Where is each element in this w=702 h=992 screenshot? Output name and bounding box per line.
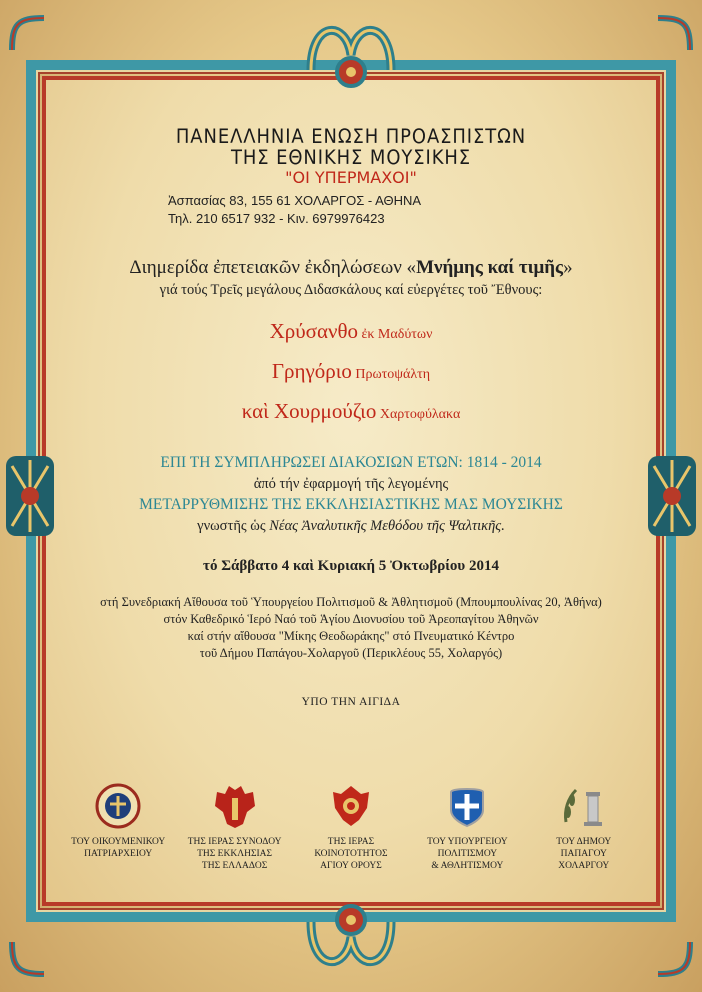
intro-bold: Μνήμης καί τιμῆς (416, 257, 564, 278)
celtic-knot-top-icon (301, 0, 401, 100)
teacher-name (60, 356, 642, 390)
anniversary-line: ἀπό τήν ἐφαρμογή τῆς λεγομένης (253, 476, 449, 492)
teacher-main-name: Χρύσανθο (269, 319, 358, 343)
org-address: Ἀσπασίας 83, 155 61 ΧΟΛΑΡΓΟΣ - ΑΘΗΝΑ (168, 193, 422, 208)
sponsor-text: ΤΟΥ ΔΗΜΟΥ (556, 837, 612, 847)
sponsor-text: ΚΟΙΝΟΤΟΤΗΤΟΣ (314, 849, 388, 859)
anniversary-heading: ΕΠΙ ΤΗ ΣΥΜΠΛΗΡΩΣΕΙ ΔΙΑΚΟΣΙΩΝ ΕΤΩΝ: 1814 - 2014 (160, 454, 542, 471)
teacher-main-name: Χουρμούζιο (274, 399, 377, 423)
sponsor-text: ΤΟΥ ΥΠΟΥΡΓΕΙΟΥ (427, 837, 508, 847)
venue-line: τοῦ Δήμου Παπάγου-Χολαργοῦ (Περικλέους 55, Χολαργός) (199, 646, 503, 660)
venue-line: καί στήν αἴθουσα "Μίκης Θεοδωράκης" στό Πνευματικό Κέντρο (187, 629, 515, 643)
org-title-line1: ΠΑΝΕΛΛΗΝΙΑ ΕΝΩΣΗ ΠΡΟΑΣΠΙΣΤΩΝ (175, 125, 527, 148)
sponsor-patriarchate (63, 782, 173, 872)
teacher-name (60, 316, 642, 350)
method-line (60, 516, 642, 536)
invitation-content (60, 90, 642, 708)
sponsor-text: ΤΗΣ ΙΕΡΑΣ (327, 837, 375, 847)
event-intro (60, 256, 642, 280)
teacher-name (60, 396, 642, 430)
double-headed-eagle-icon (209, 782, 261, 830)
column-laurel-icon (558, 782, 610, 830)
patriarchate-seal-icon (92, 782, 144, 830)
teacher-main-name: Γρηγόριο (271, 359, 352, 383)
method-italic: Νέας Ἀναλυτικῆς Μεθόδου τῆς Ψαλτικῆς. (269, 518, 505, 534)
sponsor-text: ΤΗΣ ΙΕΡΑΣ ΣΥΝΟΔΟΥ (187, 837, 282, 847)
intro-prefix: Διημερίδα ἐπετειακῶν ἐκδηλώσεων « (129, 257, 417, 278)
corner-ornament-icon (8, 14, 48, 54)
greek-coat-of-arms-icon (441, 782, 493, 830)
method-prefix: γνωστῆς ὡς (197, 518, 270, 534)
celtic-knot-left-icon (0, 446, 60, 546)
teacher-prefix: καὶ (241, 399, 275, 423)
sponsor-text: ΑΓΙΟΥ ΟΡΟΥΣ (320, 861, 382, 871)
venue-line: στή Συνεδριακή Αἴθουσα τοῦ Ὑπουργείου Πολιτισμοῦ & Ἀθλητισμοῦ (Μπουμπουλίνας 20, Ἀθήνα) (100, 595, 602, 609)
sponsor-text: ΠΟΛΙΤΙΣΜΟΥ (437, 849, 498, 859)
sponsor-text: & ΑΘΛΗΤΙΣΜΟΥ (431, 861, 504, 871)
sponsor-text: ΤΗΣ ΕΛΛΑΔΟΣ (201, 861, 268, 871)
sponsor-logos (60, 782, 642, 872)
corner-ornament-icon (654, 938, 694, 978)
venue-line: στόν Καθεδρικό Ἱερό Ναό τοῦ Ἁγίου Διονυσίου τοῦ Ἀρεοπαγίτου Ἀθηνῶν (163, 612, 539, 626)
org-phone: Τηλ. 210 6517 932 - Κιν. 6979976423 (168, 211, 385, 226)
intro-suffix: » (563, 257, 573, 278)
event-date: τό Σάββατο 4 καὶ Κυριακή 5 Ὀκτωβρίου 2014 (203, 558, 499, 574)
org-name: "ΟΙ ΥΠΕΡΜΑΧΟΙ" (285, 168, 417, 187)
corner-ornament-icon (8, 938, 48, 978)
sponsor-ministry (412, 782, 522, 872)
teacher-title: Πρωτοψάλτη (351, 367, 431, 382)
sponsor-text: ΧΟΛΑΡΓΟΥ (558, 861, 610, 871)
event-subtitle: γιά τούς Τρεῖς μεγάλους Διδασκάλους καί εὐεργέτες τοῦ Ἔθνους: (159, 282, 543, 298)
mount-athos-seal-icon (325, 782, 377, 830)
aegis-label: ΥΠΟ ΤΗΝ ΑΙΓΙΔΑ (301, 696, 401, 708)
sponsor-mount-athos (296, 782, 406, 872)
celtic-knot-right-icon (642, 446, 702, 546)
teacher-title: Χαρτοφύλακα (376, 407, 461, 422)
sponsor-holy-synod (180, 782, 290, 872)
corner-ornament-icon (654, 14, 694, 54)
reform-heading: ΜΕΤΑΡΡΥΘΜΙΣΗΣ ΤΗΣ ΕΚΚΛΗΣΙΑΣΤΙΚΗΣ ΜΑΣ ΜΟΥΣΙΚΗΣ (139, 496, 563, 513)
sponsor-text: ΤΗΣ ΕΚΚΛΗΣΙΑΣ (197, 849, 273, 859)
org-title-line2: ΤΗΣ ΕΘΝΙΚΗΣ ΜΟΥΣΙΚΗΣ (230, 146, 472, 169)
sponsor-text: ΠΑΤΡΙΑΡΧΕΙΟΥ (84, 849, 153, 859)
sponsor-text: ΤΟΥ ΟΙΚΟΥΜΕΝΙΚΟΥ (71, 837, 166, 847)
sponsor-municipality (529, 782, 639, 872)
celtic-knot-bottom-icon (301, 892, 401, 992)
sponsor-text: ΠΑΠΑΓΟΥ (560, 849, 607, 859)
teacher-title: ἐκ Μαδύτων (358, 327, 433, 342)
